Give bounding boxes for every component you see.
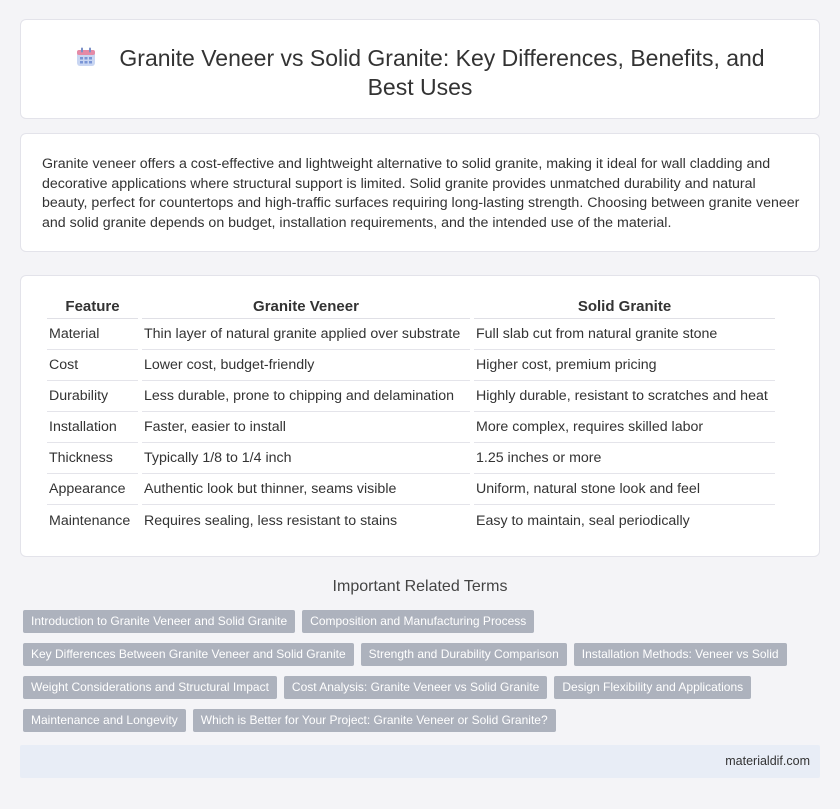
table-cell: Uniform, natural stone look and feel — [474, 474, 775, 505]
table-row — [47, 443, 775, 474]
table-cell: Lower cost, budget-friendly — [142, 350, 470, 381]
table-cell: Thin layer of natural granite applied over substrate — [142, 319, 470, 350]
table-cell: Highly durable, resistant to scratches and heat — [474, 381, 775, 412]
calendar-icon — [75, 46, 97, 68]
related-term-tag[interactable]: Installation Methods: Veneer vs Solid — [574, 643, 787, 666]
footer-site-link[interactable]: materialdif.com — [725, 754, 810, 768]
table-cell: Easy to maintain, seal periodically — [476, 512, 690, 529]
table-row — [47, 412, 775, 443]
comparison-table — [43, 295, 779, 536]
header-granite-veneer: Granite Veneer — [142, 295, 470, 319]
related-term-tag[interactable]: Composition and Manufacturing Process — [302, 610, 534, 633]
table-cell: Appearance — [47, 474, 138, 505]
related-term-tag[interactable]: Key Differences Between Granite Veneer and Solid Granite — [23, 643, 354, 666]
table-row — [47, 350, 775, 381]
header-feature: Feature — [47, 295, 138, 319]
header-solid-granite: Solid Granite — [474, 295, 775, 319]
table-cell: Thickness — [47, 443, 138, 474]
related-term-tag[interactable]: Design Flexibility and Applications — [554, 676, 751, 699]
related-term-tag[interactable]: Maintenance and Longevity — [23, 709, 186, 732]
intro-paragraph: Granite veneer offers a cost-effective and lightweight alternative to solid granite, making it ideal for wall cladding and decorative applications where structural support is limited. Solid granite provides unmatched durability and natural beauty, perfect for countertops and high-traffic surfaces requiring long-lasting strength. Choosing between granite veneer and solid granite depends on budget, installation requirements, and the intended use of the material. — [42, 156, 800, 231]
table-cell: Typically 1/8 to 1/4 inch — [142, 443, 470, 474]
table-header-row — [47, 295, 775, 319]
table-cell: More complex, requires skilled labor — [474, 412, 775, 443]
table-row — [47, 505, 775, 536]
related-term-tag[interactable]: Strength and Durability Comparison — [361, 643, 567, 666]
footer — [20, 745, 820, 778]
comparison-card — [20, 275, 820, 557]
table-row — [47, 474, 775, 505]
table-row — [47, 381, 775, 412]
title-card — [20, 19, 820, 119]
table-cell: Higher cost, premium pricing — [474, 350, 775, 381]
related-term-tag[interactable]: Weight Considerations and Structural Impact — [23, 676, 277, 699]
table-row — [47, 319, 775, 350]
table-cell: Material — [47, 319, 138, 350]
related-terms-list — [23, 610, 803, 742]
related-term-tag[interactable]: Cost Analysis: Granite Veneer vs Solid Granite — [284, 676, 547, 699]
related-term-tag[interactable]: Which is Better for Your Project: Granite Veneer or Solid Granite? — [193, 709, 556, 732]
table-cell: Faster, easier to install — [142, 412, 470, 443]
table-cell: Requires sealing, less resistant to stains — [144, 512, 398, 529]
related-terms-heading: Important Related Terms — [332, 578, 508, 595]
table-cell: Authentic look but thinner, seams visible — [142, 474, 470, 505]
table-cell: Cost — [47, 350, 138, 381]
table-cell: 1.25 inches or more — [474, 443, 775, 474]
table-cell: Full slab cut from natural granite stone — [474, 319, 775, 350]
related-term-tag[interactable]: Introduction to Granite Veneer and Solid Granite — [23, 610, 295, 633]
page-title-text: Granite Veneer vs Solid Granite: Key Differences, Benefits, and Best Uses — [119, 45, 765, 100]
table-cell: Installation — [47, 412, 138, 443]
page-title — [21, 44, 819, 102]
table-cell: Durability — [47, 381, 138, 412]
table-cell: Less durable, prone to chipping and delamination — [142, 381, 470, 412]
table-cell: Maintenance — [49, 512, 131, 529]
intro-card — [20, 133, 820, 252]
